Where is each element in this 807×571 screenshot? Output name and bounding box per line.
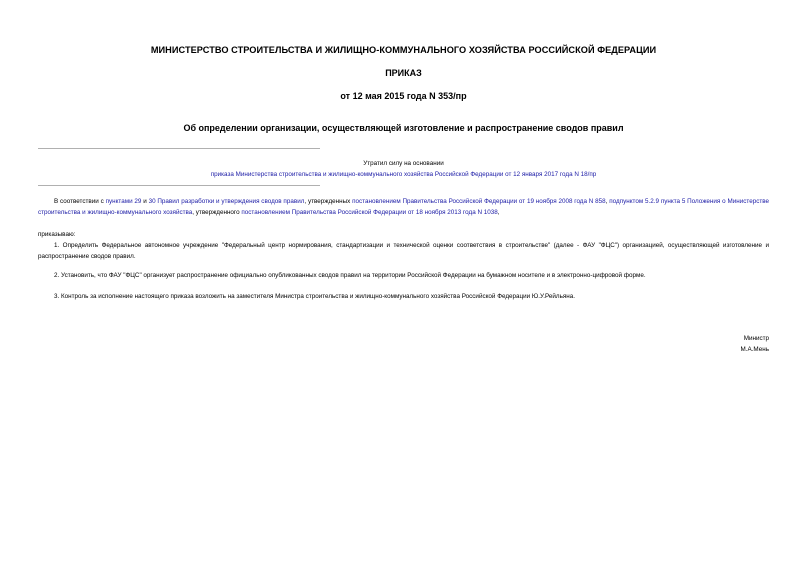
link-resolution-858[interactable]: постановлением Правительства Российской Федерации от 19 ноября 2008 года N 858 bbox=[352, 198, 606, 205]
basis-text-1: В соответствии с bbox=[54, 198, 106, 205]
status-note bbox=[38, 158, 769, 180]
basis-text-2: и bbox=[141, 198, 149, 205]
signature-position: Министр bbox=[743, 335, 769, 342]
basis-paragraph bbox=[38, 196, 769, 218]
order-item-2 bbox=[38, 270, 769, 281]
order-item-1-text: 1. Определить Федеральное автономное учреждение "Федеральный центр нормирования, стандартизации и технической оценки соответствия в строительстве" (далее - ФАУ "ФЦС") организацией, осуществляющей изготовление и распространение сводов правил. bbox=[38, 242, 769, 260]
document-type: ПРИКАЗ bbox=[385, 68, 422, 78]
signature-name: М.А.Мень bbox=[740, 346, 769, 353]
signature-block bbox=[740, 333, 769, 355]
link-rules-30[interactable]: 30 Правил разработки и утверждения сводов правил bbox=[148, 198, 305, 205]
ministry-title: МИНИСТЕРСТВО СТРОИТЕЛЬСТВА И ЖИЛИЩНО-КОММУНАЛЬНОГО ХОЗЯЙСТВА РОССИЙСКОЙ ФЕДЕРАЦИИ bbox=[150, 45, 657, 55]
divider-top bbox=[38, 148, 320, 149]
order-item-2-text: 2. Установить, что ФАУ "ФЦС" организует распространение официально опубликованных сводов правил на территории Российской Федерации на бумажном носителе и в электронно-цифровой форме. bbox=[54, 272, 646, 279]
status-void-link[interactable]: приказа Министерства строительства и жилищно-коммунального хозяйства Российской Федерации от 12 января 2017 года N 18/пр bbox=[210, 171, 597, 178]
basis-text-4: , bbox=[605, 198, 610, 205]
status-void-label: Утратил силу на основании bbox=[363, 160, 444, 167]
order-item-3-text: 3. Контроль за исполнение настоящего приказа возложить на заместителя Министра строительства и жилищно-коммунального хозяйства Российской Федерации Ю.У.Рейльяна. bbox=[54, 293, 575, 300]
link-resolution-1038[interactable]: постановлением Правительства Российской Федерации от 18 ноября 2013 года N 1038 bbox=[241, 209, 498, 216]
link-subitem-5-2-9[interactable]: подпунктом 5.2.9 пункта 5 Положения о Министерстве строительства и жилищно-коммунального хозяйства bbox=[38, 198, 770, 216]
order-item-1 bbox=[38, 240, 769, 262]
link-items-29[interactable]: пунктами 29 bbox=[105, 198, 142, 205]
divider-bottom bbox=[38, 185, 320, 186]
document-date-number: от 12 мая 2015 года N 353/пр bbox=[340, 91, 467, 101]
orders-label: приказываю: bbox=[38, 231, 76, 238]
basis-text-3: , утвержденных bbox=[304, 198, 353, 205]
basis-text-5: , утвержденного bbox=[192, 209, 242, 216]
order-item-3 bbox=[38, 291, 769, 302]
document-subject: Об определении организации, осуществляющей изготовление и распространение сводов правил bbox=[183, 123, 624, 133]
basis-text-6: , bbox=[497, 209, 500, 216]
